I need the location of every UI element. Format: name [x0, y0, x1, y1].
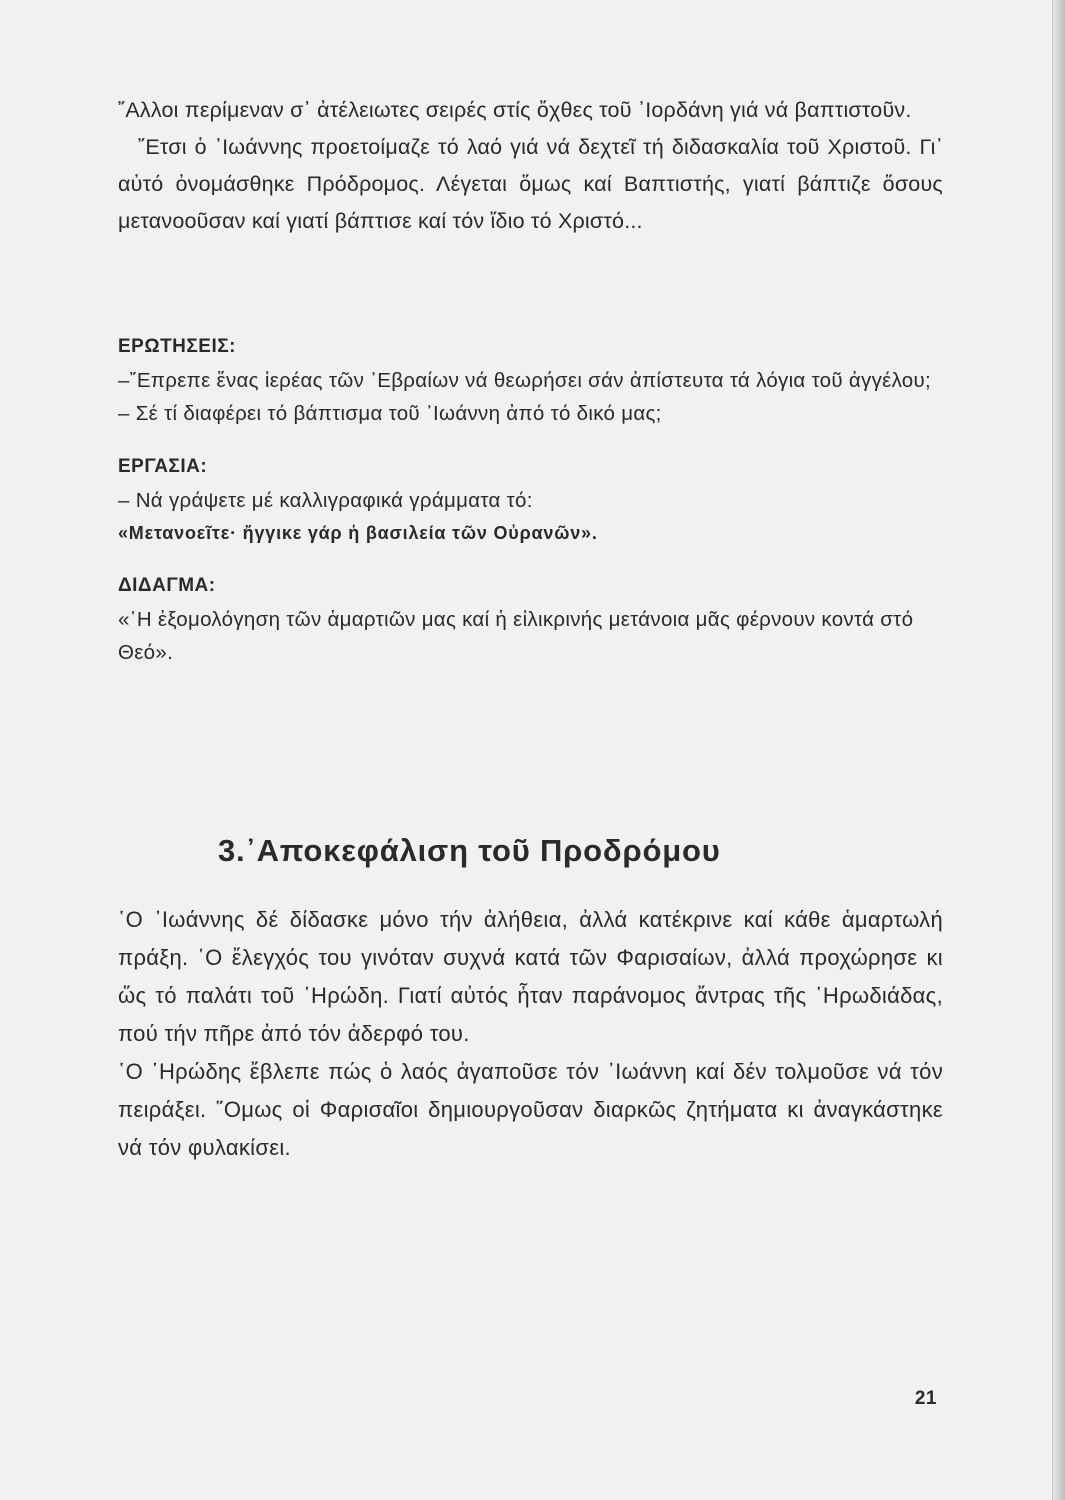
intro-paragraph-2 [118, 129, 943, 240]
lesson-section [118, 571, 943, 669]
questions-section [118, 332, 943, 430]
lesson-text: «῾Η ἐξομολόγηση τῶν ἁμαρτιῶν μας καί ἡ εἰλικρινής μετάνοια μᾶς φέρνουν κοντά στό Θεό». [118, 608, 914, 664]
section-3-paragraph-2 [118, 1053, 943, 1167]
task-quote: «Μετανοεῖτε· ἤγγικε γάρ ἡ βασιλεία τῶν Οὐρανῶν». [118, 523, 598, 543]
question-2: – Σέ τί διαφέρει τό βάπτισμα τοῦ ᾿Ιωάννη ἀπό τό δικό μας; [118, 402, 662, 425]
task-line-1: – Νά γράψετε μέ καλλιγραφικά γράμματα τό: [118, 489, 533, 512]
section-3-paragraph-1-text: ῾Ο ᾿Ιωάννης δέ δίδασκε μόνο τήν ἀλήθεια, ἀλλά κατέκρινε καί κάθε ἁμαρτωλή πράξη. ῾Ο ἔλεγχός του γινόταν συχνά κατά τῶν Φαρισαίων, ἀλλά προχώρησε κι ὥς τό παλάτι τοῦ ῾Ηρώδη. Γιατί αὐτός ἦταν παράνομος ἄντρας τῆς ῾Ηρωδιάδας, πού τήν πῆρε ἀπό τόν ἀδερφό του. [118, 907, 943, 1046]
questions-label: ΕΡΩΤΗΣΕΙΣ: [118, 336, 236, 357]
task-section [118, 452, 943, 549]
section-3-paragraph-2-text: ῾Ο ῾Ηρώδης ἔβλεπε πώς ὁ λαός ἀγαποῦσε τόν ᾿Ιωάννη καί δέν τολμοῦσε νά τόν πειράξει. ῞Ομως οἱ Φαρισαῖοι δημιουργοῦσαν διαρκῶς ζητήματα κι ἀναγκάστηκε νά τόν φυλακίσει. [118, 1059, 943, 1160]
section-3-heading: 3.᾿Αποκεφάλιση τοῦ Προδρόμου [218, 833, 721, 868]
page-edge [1052, 0, 1065, 1500]
question-1: –῎Επρεπε ἕνας ἱερέας τῶν ᾿Εβραίων νά θεωρήσει σάν ἀπίστευτα τά λόγια τοῦ ἀγγέλου; [118, 369, 932, 392]
task-label: ΕΡΓΑΣΙΑ: [118, 456, 208, 477]
page-number: 21 [914, 1388, 937, 1409]
intro-paragraph-2-text: ῎Ετσι ὁ ᾿Ιωάννης προετοίμαζε τό λαό γιά νά δεχτεῖ τή διδασκαλία τοῦ Χριστοῦ. Γι᾿ αὐτό ὀνομάσθηκε Πρόδρομος. Λέγεται ὅμως καί Βαπτιστής, γιατί βάπτιζε ὅσους μετανοοῦσαν καί γιατί βάπτισε καί τόν ἴδιο τό Χριστό... [118, 135, 943, 233]
lesson-label: ΔΙΔΑΓΜΑ: [118, 575, 216, 596]
page-content [118, 92, 943, 1167]
intro-paragraph-1: ῎Αλλοι περίμεναν σ᾿ ἀτέλειωτες σειρές στίς ὄχθες τοῦ ᾿Ιορδάνη γιά νά βαπτιστοῦν. [118, 98, 912, 122]
section-3-paragraph-1 [118, 901, 943, 1053]
